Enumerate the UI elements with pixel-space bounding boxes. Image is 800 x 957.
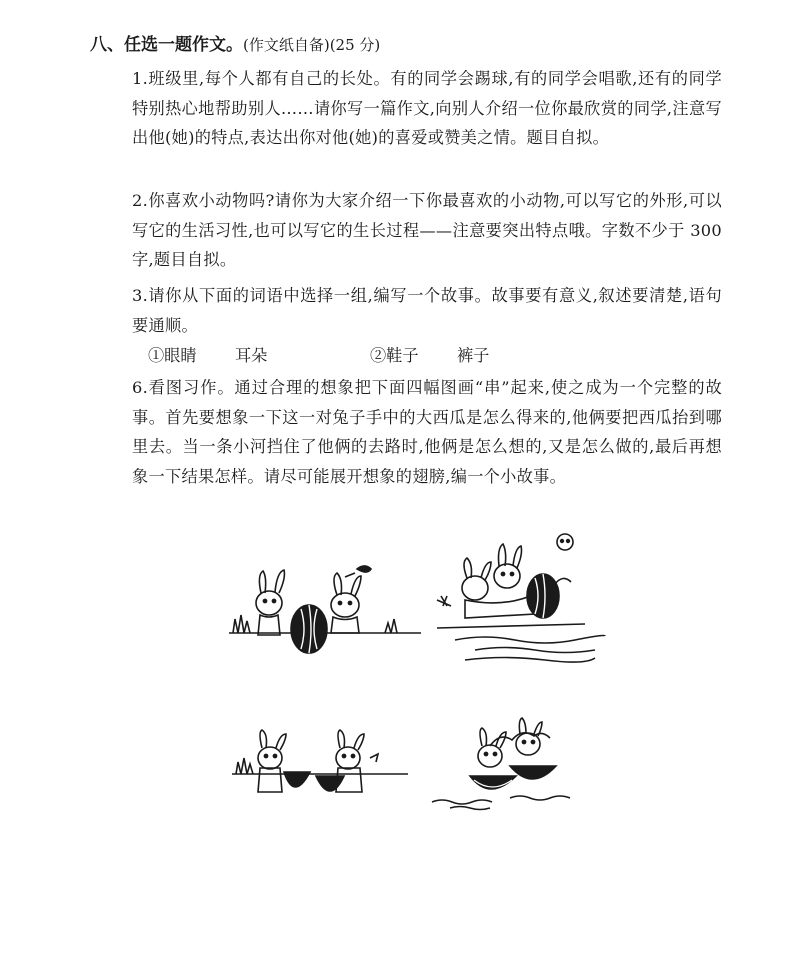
question-3 [132,281,722,340]
question-number: 2. [132,191,149,210]
question-text: 看图习作。通过合理的想象把下面四幅图画“串”起来,使之成为一个完整的故事。首先要想象一下这一对兔子手中的大西瓜是怎么得来的,他俩要把西瓜抬到哪里去。当一条小河挡住了他俩的去路时,他俩是怎么想的,又是怎么做的,最后再想象一下结果怎样。请尽可能展开想象的翅膀,编一个小故事。 [132,378,722,486]
question-number: 6. [132,378,149,397]
word-group-1-first: ①眼睛 [148,346,197,365]
word-group-2-first: ②鞋子 [370,346,419,365]
section-heading [90,32,380,58]
picture-panel-2 [435,528,605,663]
question-2 [132,186,722,275]
section-title: 八、任选一题作文。 [90,35,243,55]
question-number: 1. [132,69,149,88]
word-group-1-second: 耳朵 [235,346,268,365]
question-text: 请你从下面的词语中选择一组,编写一个故事。故事要有意义,叙述要清楚,语句要通顺。 [132,286,722,335]
question-text: 你喜欢小动物吗?请你为大家介绍一下你最喜欢的小动物,可以写它的外形,可以写它的生活习性,也可以写它的生长过程——注意要突出特点哦。字数不少于 300 字,题目自拟。 [132,191,722,269]
picture-panel-1 [225,555,425,665]
word-group-2-second: 裤子 [457,346,490,365]
picture-panel-4 [430,718,580,810]
picture-panel-3 [230,728,410,808]
question-1 [132,64,722,153]
section-note: (作文纸自备)(25 分) [243,36,381,54]
question-6 [132,373,722,491]
question-number: 3. [132,286,149,305]
question-text: 班级里,每个人都有自己的长处。有的同学会踢球,有的同学会唱歌,还有的同学特别热心地帮助别人……请你写一篇作文,向别人介绍一位你最欣赏的同学,注意写出他(她)的特点,表达出你对他(她)的喜爱或赞美之情。题目自拟。 [132,69,722,147]
